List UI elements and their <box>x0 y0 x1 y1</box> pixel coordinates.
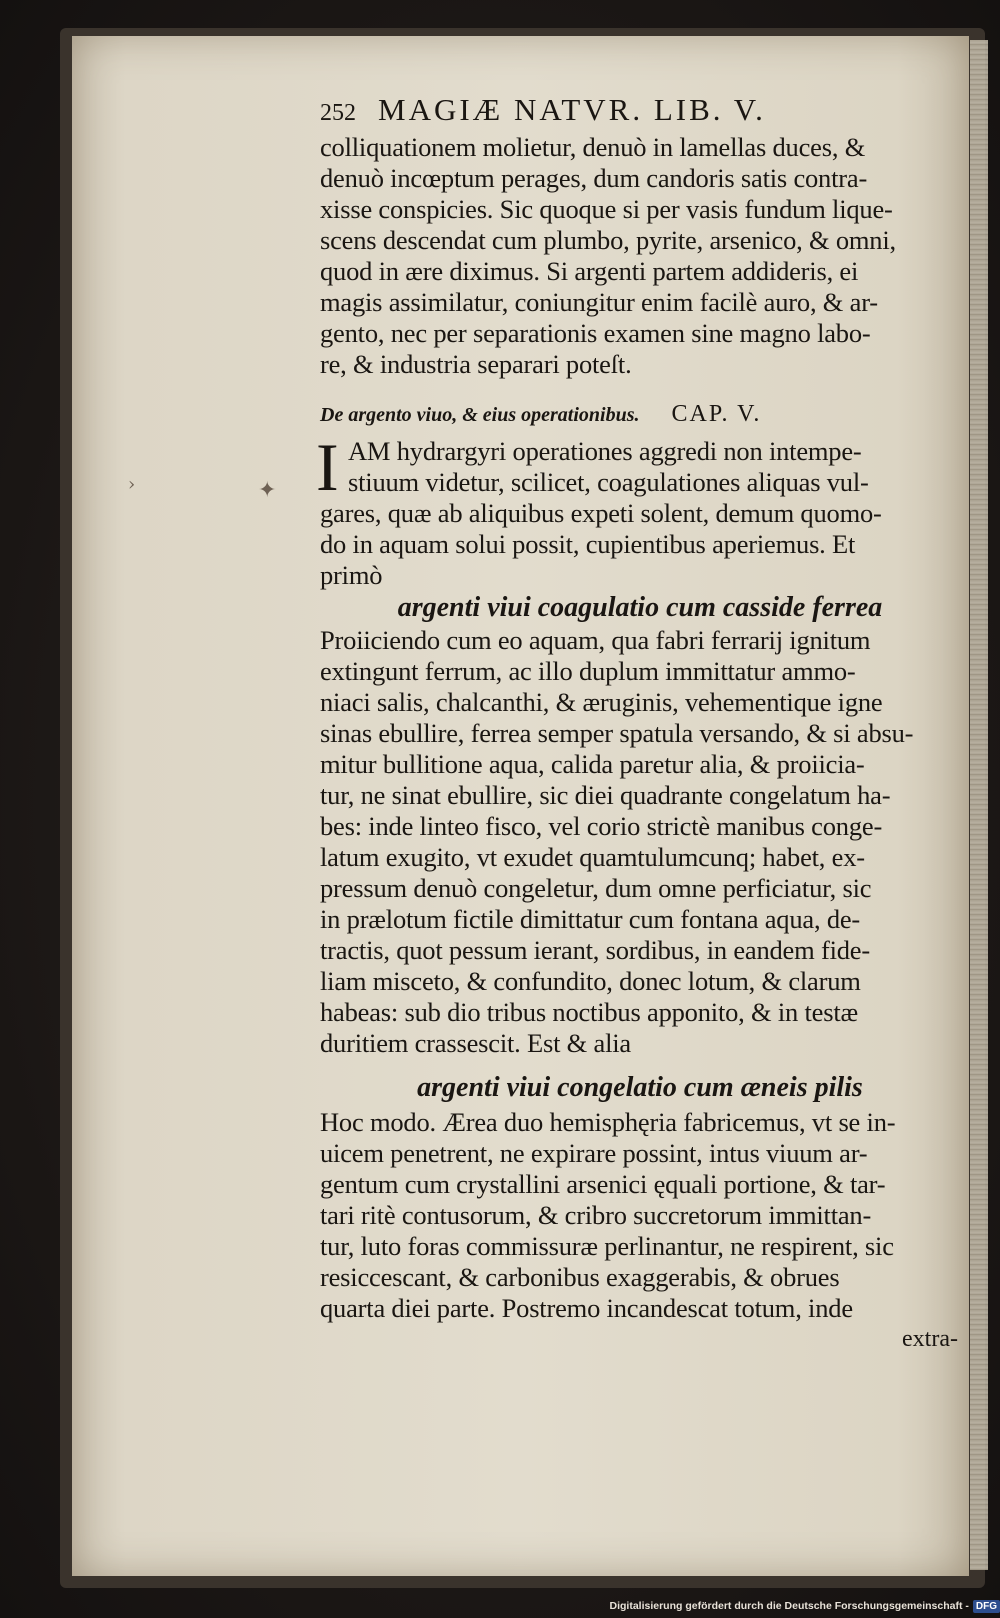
text-line: AM hydrargyri operationes aggredi non intempe- <box>348 436 862 466</box>
chapter-heading <box>320 392 960 436</box>
text-line: sinas ebullire, ferrea semper spatula versando, & si absu- <box>320 718 914 748</box>
dfg-logo: DFG <box>973 1600 1000 1613</box>
text-line: tur, luto foras commissuræ perlinantur, ne respirent, sic <box>320 1231 894 1261</box>
text-line: resiccescant, & carbonibus exaggerabis, & obrues <box>320 1262 840 1292</box>
text-line: scens descendat cum plumbo, pyrite, arsenico, & omni, <box>320 225 896 255</box>
text-line: pressum denuò congeletur, dum omne perficiatur, sic <box>320 873 872 903</box>
text-line: tari ritè contusorum, & cribro succretorum immittan- <box>320 1200 872 1230</box>
paragraph-4 <box>320 1107 960 1324</box>
text-line: gentum cum crystallini arsenici ęquali portione, & tar- <box>320 1169 886 1199</box>
text-line: quarta diei parte. Postremo incandescat totum, inde <box>320 1293 853 1323</box>
text-line: liam misceto, & confundito, donec lotum, & clarum <box>320 966 861 996</box>
paragraph-2 <box>316 429 960 591</box>
section-rubric: argenti viui coagulatio cum casside ferrea <box>397 592 883 623</box>
text-line: colliquationem molietur, denuò in lamellas duces, & <box>320 132 866 162</box>
text-line: denuò incœptum perages, dum candoris satis contra- <box>320 163 868 193</box>
drop-initial: I <box>316 429 339 505</box>
chapter-number: CAP. V. <box>671 401 762 427</box>
text-line: duritiem crassescit. Est & alia <box>320 1028 631 1058</box>
page-number: 252 <box>320 100 356 126</box>
text-line: uicem penetrent, ne expirare possint, intus viuum ar- <box>320 1138 868 1168</box>
text-line: Hoc modo. Ærea duo hemisphęria fabricemus, vt se in- <box>320 1107 896 1137</box>
text-line: mitur bullitione aqua, calida paretur alia, & proiicia- <box>320 749 865 779</box>
page-stack-edge <box>970 40 988 1570</box>
section-rubric: argenti viui congelatio cum æneis pilis <box>417 1072 863 1103</box>
text-line: niaci salis, chalcanthi, & æruginis, vehementique igne <box>320 687 883 717</box>
running-title: MAGIÆ NATVR. LIB. V. <box>378 92 766 127</box>
catchword: extra- <box>902 1326 958 1352</box>
text-line: xisse conspicies. Sic quoque si per vasis fundum lique- <box>320 194 893 224</box>
text-line: quod in ære diximus. Si argenti partem addideris, ei <box>320 256 859 286</box>
text-block <box>316 92 960 1354</box>
text-line: in prælotum fictile dimittatur cum fontana aqua, de- <box>320 904 861 934</box>
chapter-title: De argento viuo, & eius operationibus. <box>320 404 640 426</box>
text-line: latum exugito, vt exudet quamtulumcunq; habet, ex- <box>320 842 865 872</box>
text-line: magis assimilatur, coniungitur enim facilè auro, & ar- <box>320 287 878 317</box>
digitization-credit <box>560 1594 1000 1618</box>
paragraph-3 <box>320 625 960 1059</box>
text-line: habeas: sub dio tribus noctibus apponito, & in testæ <box>320 997 858 1027</box>
text-line: tur, ne sinat ebullire, sic diei quadrante congelatum ha- <box>320 780 891 810</box>
text-line: Proiiciendo cum eo aquam, qua fabri ferrarij ignitum <box>320 625 871 655</box>
running-head <box>320 92 960 132</box>
text-line: extingunt ferrum, ac illo duplum immittatur ammo- <box>320 656 856 686</box>
text-line: gento, nec per separationis examen sine magno labo- <box>320 318 871 348</box>
text-line: stiuum videtur, scilicet, coagulationes aliquas vul- <box>348 467 869 497</box>
paragraph-1 <box>320 132 960 380</box>
margin-mark: › <box>128 474 136 495</box>
ink-spot: ✦ <box>258 478 277 503</box>
text-line: bes: inde linteo fisco, vel corio strictè manibus conge- <box>320 811 883 841</box>
text-line: primò <box>320 560 383 590</box>
credit-text: Digitalisierung gefördert durch die Deutsche Forschungsgemeinschaft - <box>609 1600 969 1612</box>
text-line: tractis, quot pessum ierant, sordibus, in eandem fide- <box>320 935 870 965</box>
text-line: do in aquam solui possit, cupientibus aperiemus. Et <box>320 529 856 559</box>
text-line: re, & industria separari poteſt. <box>320 349 632 379</box>
text-line: gares, quæ ab aliquibus expeti solent, demum quomo- <box>320 498 882 528</box>
